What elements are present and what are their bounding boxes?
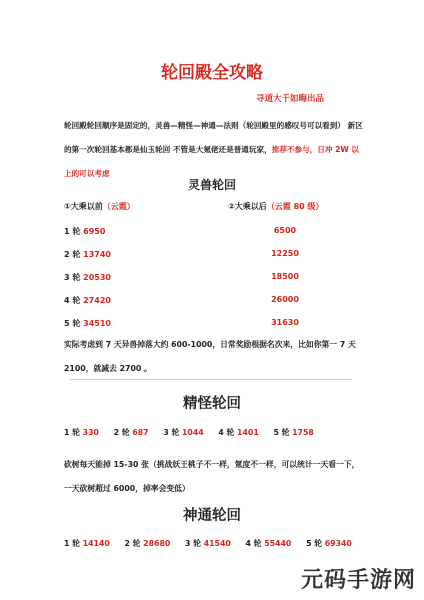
section1-note: 实际考虑到 7 天异兽掉落大约 600-1000，日常奖励根据名次来，比如你第一 7 天 2100，就减去 2700 。: [64, 340, 356, 373]
list-item: [64, 427, 99, 439]
column-head-after-tag: （云霞 80 级）: [266, 202, 324, 211]
row-value-after: 26000: [271, 295, 299, 304]
row-label: 3 轮: [185, 539, 201, 548]
section-title-jingguai: 精怪轮回: [183, 396, 241, 412]
row-value-before: 20530: [83, 273, 111, 282]
author-line: 寻道大千如晦出品: [255, 94, 324, 104]
table-row: [64, 226, 105, 237]
page-title: 轮回殿全攻略: [161, 63, 263, 83]
row-label: 4 轮: [245, 539, 262, 548]
shentong-rows: [64, 538, 364, 550]
row-value-before: 34510: [83, 319, 111, 328]
row-label: 4 轮: [64, 296, 81, 305]
list-item: [114, 427, 149, 439]
row-value: 330: [82, 428, 99, 437]
intro-text: 轮回殿轮回顺序是固定的，灵兽—精怪—神通—法则（轮回殿里的感叹号可以看到） 新区的第一次轮回基本都是仙玉轮回 不管是大氪佬还是普通玩家，: [64, 121, 363, 154]
row-label: 2 轮: [124, 539, 141, 548]
row-value: 14140: [82, 539, 110, 548]
row-value: 1044: [181, 428, 204, 437]
row-label: 2 轮: [64, 250, 81, 259]
jingguai-rows: [64, 427, 364, 439]
intro-highlight: 推荐不参与，日冲 2W 以上的可以考虑: [64, 145, 359, 178]
table-row: [64, 318, 111, 329]
row-value-before: 6950: [83, 227, 106, 236]
row-value-after: 31630: [271, 318, 299, 327]
list-item: [218, 427, 258, 439]
row-value-after: 18500: [271, 272, 299, 281]
column-head-after-label: ②大乘以后: [228, 202, 267, 211]
table-row: [64, 295, 111, 306]
row-label: 3 轮: [64, 273, 81, 282]
row-value: 28680: [143, 539, 171, 548]
row-label: 2 轮: [113, 428, 130, 437]
list-item: [185, 538, 231, 550]
site-watermark: 元码手游网: [300, 568, 416, 593]
row-label: 5 轮: [64, 319, 81, 328]
table-row: [64, 272, 111, 283]
row-value: 1401: [237, 428, 259, 437]
row-value: 69340: [324, 539, 352, 548]
row-value: 687: [132, 428, 149, 437]
row-label: 1 轮: [64, 227, 81, 236]
row-value-before: 13740: [83, 250, 111, 259]
row-label: 1 轮: [64, 539, 80, 548]
column-head-before-label: ①大乘以前: [64, 202, 103, 211]
column-head-before-tag: （云霞）: [102, 202, 135, 211]
section-title-lingshou: 灵兽轮回: [187, 178, 236, 192]
row-value-before: 27420: [83, 296, 111, 305]
list-item: [246, 538, 292, 550]
section2-note: 砍树每天能掉 15-30 张（挑战妖王桃子不一样，氪度不一样，可以统计一天看一下，一天砍树超过 6000，掉率会变低）: [64, 460, 360, 493]
row-value-after: 12250: [271, 249, 299, 258]
row-label: 5 轮: [306, 539, 322, 548]
list-item: [273, 427, 313, 439]
divider: [70, 379, 352, 380]
row-label: 1 轮: [64, 428, 80, 437]
row-value-after: 6500: [273, 226, 297, 235]
column-head-before: [64, 201, 135, 212]
row-label: 4 轮: [218, 428, 235, 437]
table-row: [64, 249, 111, 260]
row-label: 3 轮: [163, 428, 180, 437]
row-label: 5 轮: [273, 428, 290, 437]
list-item: [125, 538, 171, 550]
row-value: 41540: [203, 539, 231, 548]
list-item: [64, 538, 110, 550]
list-item: [306, 538, 352, 550]
row-value: 55440: [264, 539, 292, 548]
list-item: [163, 427, 203, 439]
row-value: 1758: [292, 428, 314, 437]
column-head-after: [228, 201, 323, 212]
section-title-shentong: 神通轮回: [183, 508, 241, 524]
